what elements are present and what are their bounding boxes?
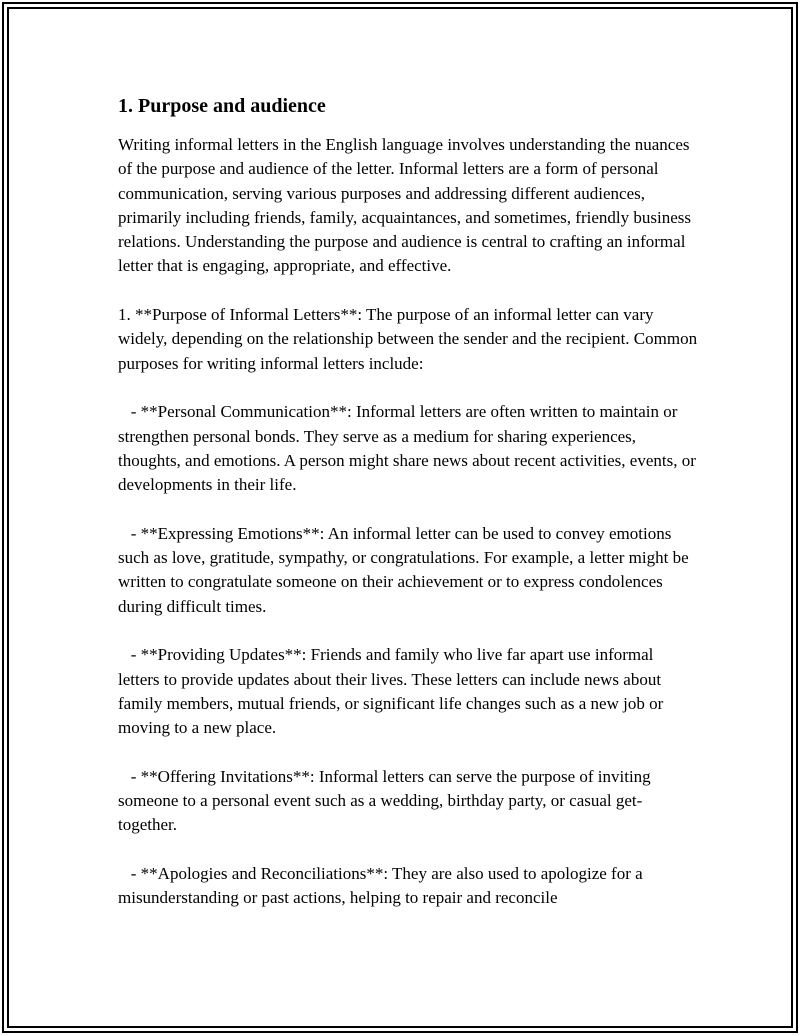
document-body [118, 93, 702, 911]
paragraph-gap [118, 279, 698, 303]
list-item-expressing-emotions: - **Expressing Emotions**: An informal letter can be used to convey emotions such as love, gratitude, sympathy, or congratulations. For example, a letter might be written to congratulate someone on their achievement or to express condolences during difficult times. [118, 523, 693, 616]
paragraph-gap [118, 838, 698, 862]
list-item-apologies: - **Apologies and Reconciliations**: They are also used to apologize for a misunderstanding or past actions, helping to repair and reconcile [118, 863, 647, 908]
intro-paragraph: Writing informal letters in the English language involves understanding the nuances of the purpose and audience of the letter. Informal letters are a form of personal communication, serving various purposes and addressing different audiences, primarily including friends, family, acquaintances, and sometimes, friendly business relations. Understanding the purpose and audience is central to crafting an informal letter that is engaging, appropriate, and effective. [118, 135, 696, 276]
paragraph-gap [118, 376, 698, 400]
paragraph-gap [118, 740, 698, 764]
list-item-personal-communication: - **Personal Communication**: Informal letters are often written to maintain or strengthen personal bonds. They serve as a medium for sharing experiences, thoughts, and emotions. A person might share news about recent activities, events, or developments in their life. [118, 402, 701, 495]
paragraph-gap [118, 497, 698, 521]
section-heading: 1. Purpose and audience [118, 95, 326, 117]
list-item-providing-updates: - **Providing Updates**: Friends and family who live far apart use informal letters to provide updates about their lives. These letters can include news about family members, mutual friends, or significant life changes such as a new job or moving to a new place. [118, 645, 668, 738]
purpose-paragraph: 1. **Purpose of Informal Letters**: The purpose of an informal letter can vary widely, depending on the relationship between the sender and the recipient. Common purposes for writing informal letters include: [118, 305, 702, 373]
list-item-offering-invitations: - **Offering Invitations**: Informal letters can serve the purpose of inviting someone to a personal event such as a wedding, birthday party, or casual get-together. [118, 766, 655, 835]
paragraph-gap [118, 619, 698, 643]
